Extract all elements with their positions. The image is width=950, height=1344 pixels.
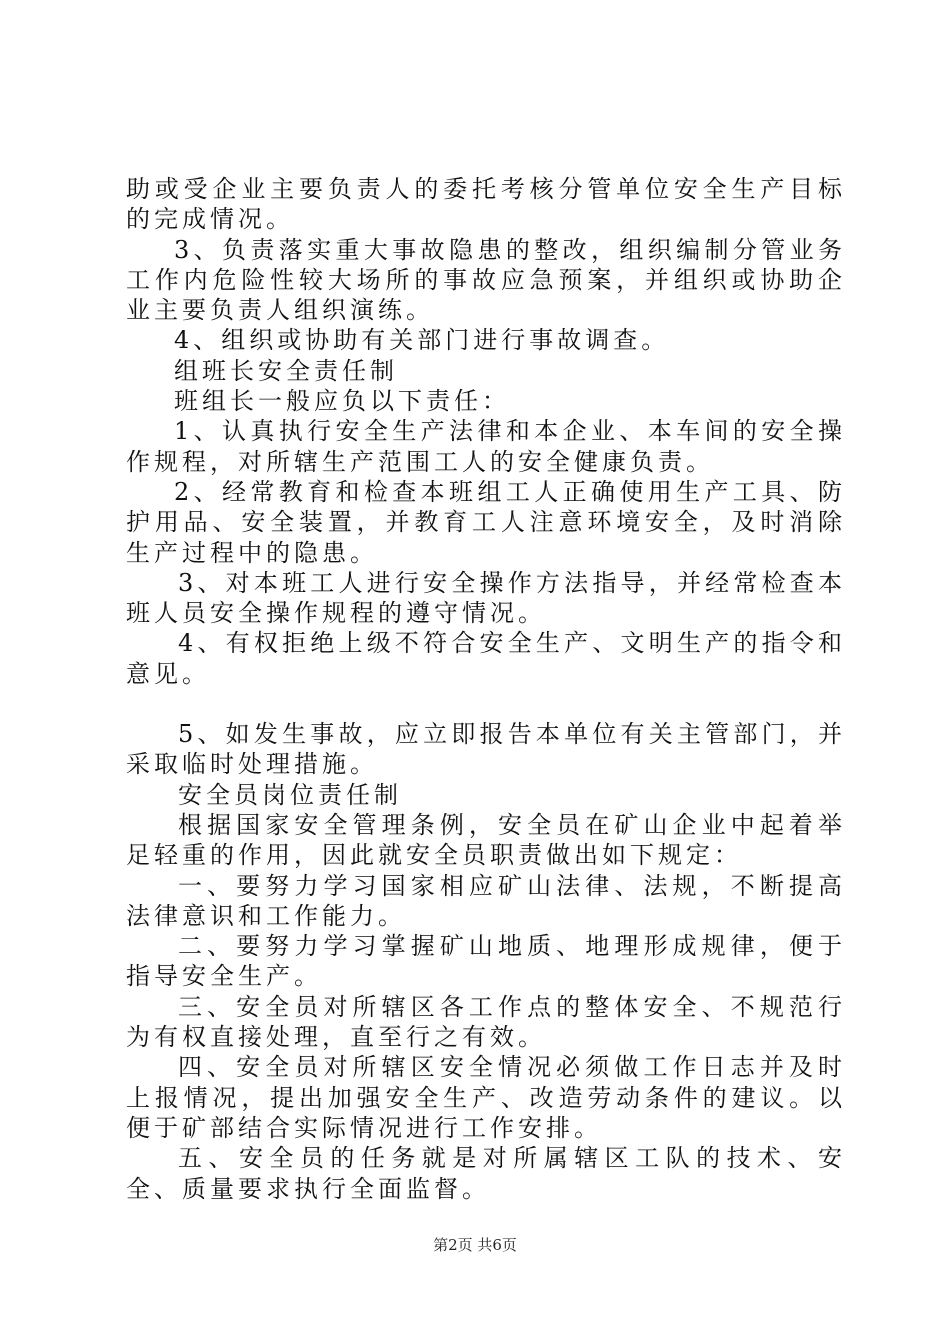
paragraph-safety-item-1: 一、要努力学习国家相应矿山法律、法规，不断提高法律意识和工作能力。 [126, 871, 846, 930]
paragraph-team-item-5: 5、如发生事故，应立即报告本单位有关主管部门，并采取临时处理措施。 [126, 720, 846, 779]
section-heading-safety-officer: 安全员岗位责任制 [178, 780, 402, 809]
paragraph-team-item-4: 4、有权拒绝上级不符合安全生产、文明生产的指令和意见。 [126, 629, 846, 688]
paragraph-item-4-investigation: 4、组织或协助有关部门进行事故调查。 [174, 326, 670, 355]
paragraph-team-leader-intro: 班组长一般应负以下责任： [174, 387, 510, 416]
paragraph-team-item-1: 1、认真执行安全生产法律和本企业、本车间的安全操作规程，对所辖生产范围工人的安全健康负责。 [126, 417, 846, 476]
paragraph-item-3-hazard: 3、负责落实重大事故隐患的整改，组织编制分管业务工作内危险性较大场所的事故应急预案，并组织或协助企业主要负责人组织演练。 [126, 235, 846, 325]
paragraph-safety-item-3: 三、安全员对所辖区各工作点的整体安全、不规范行为有权直接处理，直至行之有效。 [126, 992, 846, 1052]
paragraph-safety-item-5: 五、安全员的任务就是对所属辖区工队的技术、安全、质量要求执行全面监督。 [126, 1144, 846, 1203]
section-heading-team-leader: 组班长安全责任制 [174, 356, 398, 385]
page-number-footer: 第2页 共6页 [433, 1236, 517, 1254]
paragraph-continuation: 助或受企业主要负责人的委托考核分管单位安全生产目标的完成情况。 [126, 175, 846, 234]
paragraph-safety-item-2: 二、要努力学习掌握矿山地质、地理形成规律，便于指导安全生产。 [126, 932, 846, 991]
paragraph-team-item-3: 3、对本班工人进行安全操作方法指导，并经常检查本班人员安全操作规程的遵守情况。 [126, 568, 846, 628]
paragraph-safety-item-4: 四、安全员对所辖区安全情况必须做工作日志并及时上报情况，提出加强安全生产、改造劳动条件的建议。以便于矿部结合实际情况进行工作安排。 [126, 1053, 846, 1142]
paragraph-safety-officer-intro: 根据国家安全管理条例，安全员在矿山企业中起着举足轻重的作用，因此就安全员职责做出如下规定： [126, 810, 846, 870]
paragraph-team-item-2: 2、经常教育和检查本班组工人正确使用生产工具、防护用品、安全装置，并教育工人注意环境安全，及时消除生产过程中的隐患。 [126, 477, 846, 567]
document-body [126, 174, 846, 1204]
